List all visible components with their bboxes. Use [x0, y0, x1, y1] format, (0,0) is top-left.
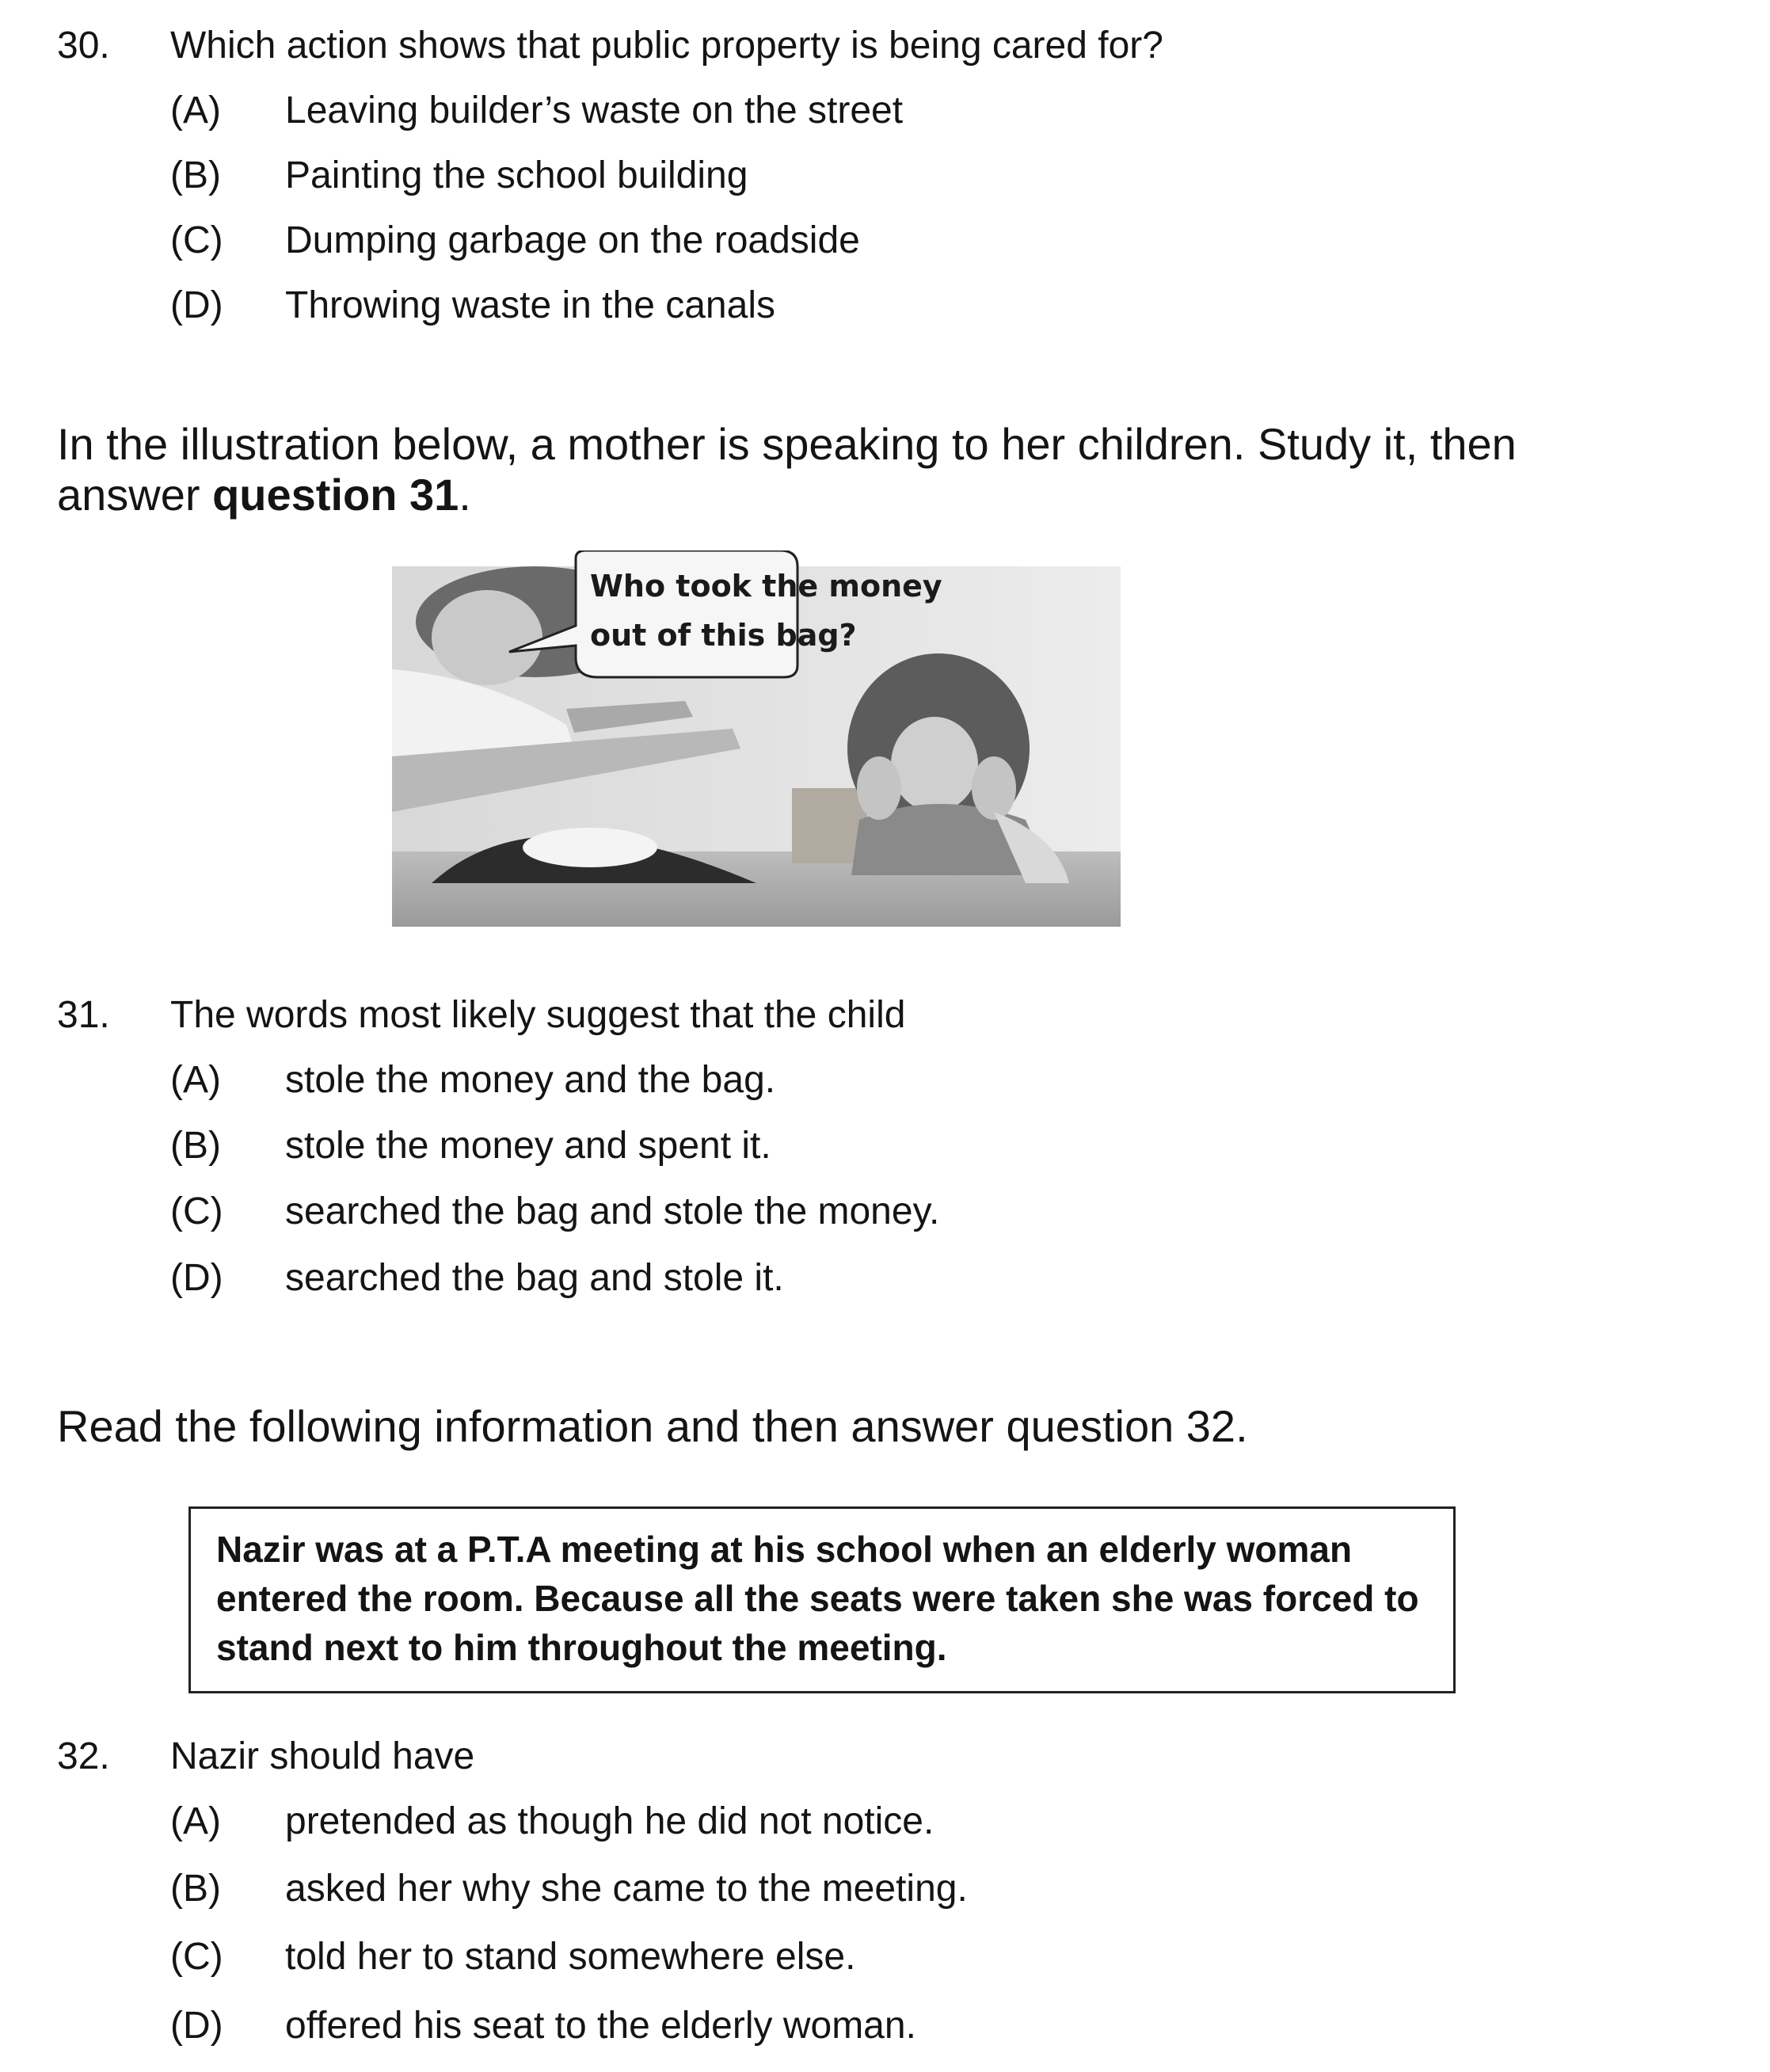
info-box: [188, 1506, 1456, 1693]
q32-option-d-letter: (D): [170, 2005, 223, 2047]
question-32-number: 32.: [57, 1735, 110, 1777]
intro-31-line-1: In the illustration below, a mother is speaking to her children. Study it, then: [57, 419, 1517, 469]
q31-option-c-letter: (C): [170, 1190, 223, 1232]
q30-option-b-letter: (B): [170, 154, 221, 196]
q30-option-c-letter: (C): [170, 219, 223, 261]
intro-31-suffix: .: [459, 470, 471, 520]
q30-option-d-letter: (D): [170, 284, 223, 326]
q30-option-d-text: Throwing waste in the canals: [285, 284, 775, 326]
q31-option-a-letter: (A): [170, 1059, 221, 1101]
mother-scolding-child-illustration: [392, 550, 1121, 927]
q31-option-d-letter: (D): [170, 1257, 223, 1299]
intro-32: Read the following information and then answer question 32.: [57, 1401, 1248, 1451]
q32-option-c-letter: (C): [170, 1936, 223, 1978]
intro-31-question-ref: question 31: [212, 470, 459, 520]
intro-31-line-2: [57, 469, 471, 520]
q31-option-b-text: stole the money and spent it.: [285, 1125, 771, 1167]
q32-option-b-text: asked her why she came to the meeting.: [285, 1868, 968, 1910]
q30-option-c-text: Dumping garbage on the roadside: [285, 219, 860, 261]
q32-option-d-text: offered his seat to the elderly woman.: [285, 2005, 916, 2047]
question-31-stem: The words most likely suggest that the child: [170, 994, 906, 1036]
speech-line-1: Who took the money: [590, 569, 942, 604]
q31-option-c-text: searched the bag and stole the money.: [285, 1190, 940, 1232]
intro-31-prefix: answer: [57, 470, 213, 520]
q32-option-c-text: told her to stand somewhere else.: [285, 1936, 856, 1978]
q31-option-a-text: stole the money and the bag.: [285, 1059, 776, 1101]
info-box-text: Nazir was at a P.T.A meeting at his school when an elderly woman entered the room. Because all the seats were taken she was forced to stand next to him throughout the meeting.: [216, 1529, 1419, 1668]
q32-option-a-text: pretended as though he did not notice.: [285, 1800, 934, 1842]
q32-option-a-letter: (A): [170, 1800, 221, 1842]
q30-option-a-letter: (A): [170, 90, 221, 131]
question-30-stem: Which action shows that public property is being cared for?: [170, 25, 1163, 67]
q31-option-b-letter: (B): [170, 1125, 221, 1167]
q30-option-a-text: Leaving builder’s waste on the street: [285, 90, 904, 131]
q31-option-d-text: searched the bag and stole it.: [285, 1257, 784, 1299]
question-32-stem: Nazir should have: [170, 1735, 475, 1777]
question-30-number: 30.: [57, 25, 110, 67]
q30-option-b-text: Painting the school building: [285, 154, 748, 196]
speech-line-2: out of this bag?: [590, 618, 857, 653]
question-31-number: 31.: [57, 994, 110, 1036]
q32-option-b-letter: (B): [170, 1868, 221, 1910]
